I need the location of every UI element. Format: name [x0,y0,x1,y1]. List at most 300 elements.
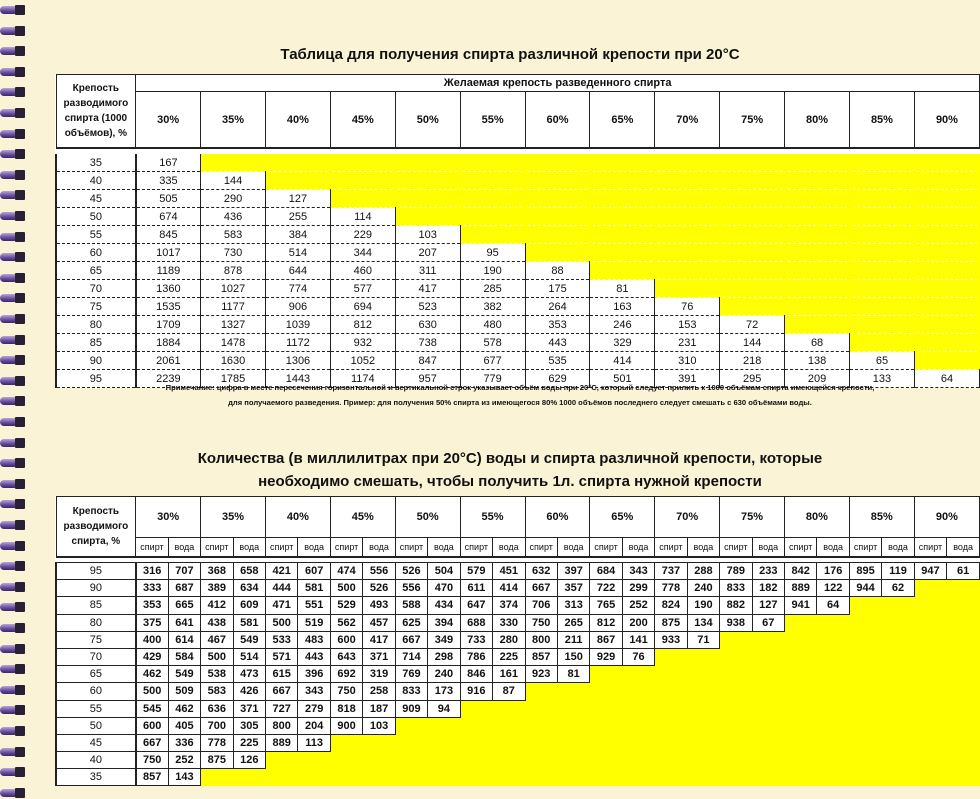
table2-empty-cell [882,769,914,786]
table1-empty-cell [785,154,850,172]
binding-ring [0,560,26,572]
table1-cell: 344 [330,244,395,262]
table2-cell: 394 [428,614,460,631]
table2-column-header: 45% [330,497,395,538]
table2-cell: 818 [330,700,362,717]
table2-cell: 789 [720,563,752,580]
table1-empty-cell [525,208,590,226]
table2-cell: 750 [525,614,557,631]
table1-row-header: 80 [56,316,136,334]
note-line-1: Примечание: цифра в месте пересечения горизонтальной и вертикальной строк указывает объём воды при 20°С, который следует прилить к 1000 объёмам спирта имеющейся крепости, [165,383,875,392]
table2-empty-cell [622,683,654,700]
table2-row-header: 95 [56,563,136,580]
table2-empty-cell [557,752,589,769]
table2-subheader-alcohol: спирт [655,538,687,558]
table2-cell: 414 [493,580,525,597]
table2-cell: 665 [168,597,200,614]
table2-empty-cell [201,769,233,786]
table2-cell: 551 [298,597,330,614]
table1-empty-cell [590,190,655,208]
table1-empty-cell [720,280,785,298]
table2-cell: 182 [752,580,784,597]
table2-cell: 875 [201,752,233,769]
table2-cell: 607 [298,563,330,580]
table2-subheader-water: вода [298,538,330,558]
table2-empty-cell [817,631,849,648]
table2-cell: 769 [395,666,427,683]
table1-cell: 1017 [136,244,201,262]
table1-empty-cell [655,262,720,280]
table1-cell: 72 [720,316,785,334]
table1-row [56,172,980,190]
table1-row [56,334,980,352]
table1-empty-cell [655,226,720,244]
table2-cell: 778 [201,734,233,751]
binding-ring [0,478,26,490]
table1-cell: 505 [136,190,201,208]
binding-ring [0,725,26,737]
table2-row [56,717,980,734]
table2-column-header: 50% [395,497,460,538]
binding-ring [0,375,26,387]
table2-empty-cell [622,769,654,786]
table2-cell: 707 [168,563,200,580]
table2-cell: 706 [525,597,557,614]
table2-cell: 556 [363,563,395,580]
table1-cell: 68 [785,334,850,352]
table2-cell: 412 [201,597,233,614]
table2-cell: 451 [493,563,525,580]
table2-cell: 800 [266,717,298,734]
table1-empty-cell [850,316,915,334]
table2-cell: 938 [720,614,752,631]
table1-empty-cell [914,298,979,316]
table2-cell: 933 [655,631,687,648]
table2-cell: 545 [136,700,168,717]
table1-column-header: 35% [201,92,266,149]
table1-cell: 218 [720,352,785,370]
table2-empty-cell [947,580,980,597]
table2-row [56,752,980,769]
table2-cell: 349 [428,631,460,648]
table2-cell: 889 [266,734,298,751]
table1-cell: 774 [266,280,331,298]
table2-cell: 692 [330,666,362,683]
binding-ring [0,45,26,57]
table2-empty-cell [914,717,946,734]
table2-cell: 549 [233,631,265,648]
table1-cell: 1478 [201,334,266,352]
table2-cell: 667 [395,631,427,648]
table2-column-header: 75% [720,497,785,538]
table2-cell: 600 [136,717,168,734]
table2-cell: 305 [233,717,265,734]
table1-row-header: 45 [56,190,136,208]
table1-cell: 76 [655,298,720,316]
table2-empty-cell [849,683,881,700]
table1-cell: 436 [201,208,266,226]
table1-cell: 127 [266,190,331,208]
binding-ring [0,66,26,78]
table1-row-header: 60 [56,244,136,262]
table2-cell: 636 [201,700,233,717]
table1-empty-cell [850,172,915,190]
table2-cell: 688 [460,614,492,631]
binding-ring [0,766,26,778]
table1-row [56,154,980,172]
table2-empty-cell [947,631,980,648]
table1-cell: 382 [460,298,525,316]
table2-empty-cell [752,683,784,700]
table1-empty-cell [914,316,979,334]
table2-subheader-alcohol: спирт [720,538,752,558]
table2-cell: 584 [168,648,200,665]
table2-row [56,700,980,717]
table2-cell: 833 [720,580,752,597]
mixing-table [55,496,980,786]
table2-cell: 538 [201,666,233,683]
table2-cell: 882 [720,597,752,614]
table2-empty-cell [849,752,881,769]
table2-row-header: 60 [56,683,136,700]
table1-cell: 1172 [266,334,331,352]
table1-cell: 138 [785,352,850,370]
table2-empty-cell [752,700,784,717]
table2-cell: 143 [168,769,200,786]
table2-empty-cell [687,734,719,751]
table1-cell: 2239 [136,370,201,388]
table2-cell: 944 [849,580,881,597]
table1-empty-cell [785,316,850,334]
table1-cell: 144 [720,334,785,352]
table1-empty-cell [590,226,655,244]
table2-cell: 916 [460,683,492,700]
table2-empty-cell [395,752,427,769]
table2-empty-cell [460,717,492,734]
table1-cell: 738 [395,334,460,352]
table1-cell: 329 [590,334,655,352]
table2-cell: 119 [882,563,914,580]
table1-row-header: 40 [56,172,136,190]
table2-cell: 667 [136,734,168,751]
table2-empty-cell [817,666,849,683]
table2-column-header: 90% [914,497,979,538]
table2-empty-cell [914,648,946,665]
table2-row [56,563,980,580]
table2-empty-cell [655,752,687,769]
table1-column-header: 65% [590,92,655,149]
table2-cell: 581 [298,580,330,597]
table1-empty-cell [914,334,979,352]
binding-ring [0,128,26,140]
table2-row-header: 70 [56,648,136,665]
table2-cell: 374 [493,597,525,614]
table2-column-header: 65% [590,497,655,538]
table2-cell: 333 [136,580,168,597]
table2-empty-cell [720,683,752,700]
table2-cell: 722 [590,580,622,597]
table1-empty-cell [655,154,720,172]
table2-cell: 389 [201,580,233,597]
table2-cell: 233 [752,563,784,580]
table2-cell: 316 [136,563,168,580]
table2-corner-header: Крепость разводимого спирта, % [56,497,136,558]
table1-cell: 1709 [136,316,201,334]
table1-cell: 1052 [330,352,395,370]
table1-cell: 167 [136,154,201,172]
table2-cell: 161 [493,666,525,683]
table2-cell: 141 [622,631,654,648]
table2-cell: 443 [298,648,330,665]
table2-empty-cell [330,752,362,769]
table2-cell: 368 [201,563,233,580]
table1-corner-header: Крепость разводимого спирта (1000 объёмов), % [56,75,136,149]
table1-column-header: 85% [850,92,915,149]
table2-subheader-water: вода [428,538,460,558]
binding-ring [0,704,26,716]
table2-empty-cell [914,683,946,700]
table2-cell: 288 [687,563,719,580]
table2-empty-cell [752,648,784,665]
table1-column-header: 50% [395,92,460,149]
table2-cell: 252 [622,597,654,614]
table2-subheader-alcohol: спирт [785,538,817,558]
spiral-binding [0,0,30,791]
table1-empty-cell [590,244,655,262]
table2-empty-cell [557,769,589,786]
table2-empty-cell [785,631,817,648]
table2-empty-cell [493,734,525,751]
table1-empty-cell [525,172,590,190]
table1-empty-cell [460,208,525,226]
table2-subheader-water: вода [622,538,654,558]
table2-empty-cell [590,717,622,734]
table2-column-header: 85% [849,497,914,538]
table1-cell: 133 [850,370,915,388]
table2-cell: 526 [363,580,395,597]
table2-empty-cell [590,734,622,751]
table1-column-header: 40% [266,92,331,149]
table2-cell: 421 [266,563,298,580]
table1-cell: 578 [460,334,525,352]
table1-cell: 932 [330,334,395,352]
table1-cell: 906 [266,298,331,316]
table2-cell: 134 [687,614,719,631]
table2-empty-cell [947,769,980,786]
binding-ring [0,787,26,799]
table2-empty-cell [882,648,914,665]
table1-row-header: 85 [56,334,136,352]
table2-subheader-water: вода [817,538,849,558]
table2-subheader-alcohol: спирт [395,538,427,558]
table1-empty-cell [330,190,395,208]
table1-cell: 812 [330,316,395,334]
table1-row [56,316,980,334]
table2-empty-cell [590,666,622,683]
table1-empty-cell [655,208,720,226]
table2-empty-cell [266,769,298,786]
table1-cell: 95 [460,244,525,262]
table1-empty-cell [655,280,720,298]
table2-cell: 405 [168,717,200,734]
table1-empty-cell [850,298,915,316]
table1-cell: 295 [720,370,785,388]
table1-cell: 514 [266,244,331,262]
table1-cell: 414 [590,352,655,370]
table2-empty-cell [525,700,557,717]
table1-empty-cell [460,154,525,172]
table2-cell: 889 [785,580,817,597]
table1-cell: 480 [460,316,525,334]
table2-subheader-alcohol: спирт [590,538,622,558]
table1-cell: 674 [136,208,201,226]
table1-row [56,244,980,262]
table2-cell: 615 [266,666,298,683]
table2-empty-cell [947,683,980,700]
table1-cell: 207 [395,244,460,262]
table2-empty-cell [363,769,395,786]
binding-ring [0,746,26,758]
binding-ring [0,437,26,449]
table1-cell: 630 [395,316,460,334]
binding-ring [0,231,26,243]
table1-cell: 957 [395,370,460,388]
table1-cell: 81 [590,280,655,298]
table2-cell: 812 [590,614,622,631]
table2-cell: 265 [557,614,589,631]
table1-cell: 114 [330,208,395,226]
table2-cell: 173 [428,683,460,700]
table2-empty-cell [493,700,525,717]
table2-cell: 500 [201,648,233,665]
table1-cell: 583 [201,226,266,244]
binding-ring [0,148,26,160]
table2-cell: 357 [557,580,589,597]
table1-empty-cell [914,172,979,190]
table2-empty-cell [460,752,492,769]
table1-cell: 523 [395,298,460,316]
table2-cell: 122 [817,580,849,597]
table2-cell: 800 [525,631,557,648]
binding-ring [0,684,26,696]
binding-ring [0,107,26,119]
table1-empty-cell [525,190,590,208]
table2-empty-cell [330,769,362,786]
table1-cell: 163 [590,298,655,316]
table2-empty-cell [266,752,298,769]
table1-empty-cell [785,280,850,298]
table1-row [56,262,980,280]
binding-ring [0,169,26,181]
table1-row [56,298,980,316]
table2-cell: 396 [298,666,330,683]
binding-ring [0,334,26,346]
binding-ring [0,457,26,469]
table2-row-header: 75 [56,631,136,648]
table1-empty-cell [266,154,331,172]
table2-cell: 867 [590,631,622,648]
table2-empty-cell [914,700,946,717]
table2-empty-cell [947,752,980,769]
table2-column-header: 30% [136,497,201,538]
table1-cell: 64 [914,370,979,388]
table2-cell: 434 [428,597,460,614]
table1-cell: 1027 [201,280,266,298]
table2-empty-cell [493,769,525,786]
table2-empty-cell [947,734,980,751]
table1-column-header: 60% [525,92,590,149]
table2-empty-cell [849,769,881,786]
table2-cell: 417 [363,631,395,648]
table1-cell: 175 [525,280,590,298]
table2-empty-cell [590,683,622,700]
table1-row-header: 50 [56,208,136,226]
table2-cell: 634 [233,580,265,597]
table1-empty-cell [590,154,655,172]
table1-column-header: 80% [785,92,850,149]
table2-cell: 500 [266,614,298,631]
table2-empty-cell [882,700,914,717]
table2-empty-cell [720,734,752,751]
table2-subheader-water: вода [493,538,525,558]
dilution-table [55,74,980,388]
table1-empty-cell [850,262,915,280]
table2-row-header: 50 [56,717,136,734]
table2-column-header: 55% [460,497,525,538]
table2-empty-cell [947,614,980,631]
binding-ring [0,189,26,201]
table1-cell: 311 [395,262,460,280]
table1-cell: 264 [525,298,590,316]
table2-empty-cell [655,666,687,683]
binding-ring [0,292,26,304]
table2-empty-cell [882,734,914,751]
table2-cell: 429 [136,648,168,665]
table2-cell: 225 [233,734,265,751]
table2-empty-cell [720,631,752,648]
table1-cell: 1189 [136,262,201,280]
table1-empty-cell [914,226,979,244]
binding-ring [0,395,26,407]
table1-cell: 845 [136,226,201,244]
table2-cell: 737 [655,563,687,580]
table2-cell: 176 [817,563,849,580]
table2-cell: 529 [330,597,362,614]
table2-empty-cell [687,648,719,665]
table2-empty-cell [720,717,752,734]
table2-empty-cell [720,666,752,683]
table2-cell: 444 [266,580,298,597]
table2-empty-cell [882,683,914,700]
table2-empty-cell [817,614,849,631]
table2-cell: 462 [136,666,168,683]
table2-cell: 204 [298,717,330,734]
table2-cell: 353 [136,597,168,614]
table1-empty-cell [785,190,850,208]
table2-cell: 519 [298,614,330,631]
table2-cell: 533 [266,631,298,648]
table2-subheader-alcohol: спирт [525,538,557,558]
table2-cell: 909 [395,700,427,717]
table2-cell: 684 [590,563,622,580]
table1-cell: 153 [655,316,720,334]
table1-empty-cell [785,244,850,262]
table1-column-header: 90% [914,92,979,149]
table1-cell: 417 [395,280,460,298]
table2-cell: 900 [330,717,362,734]
table2-cell: 258 [363,683,395,700]
table2-empty-cell [395,734,427,751]
